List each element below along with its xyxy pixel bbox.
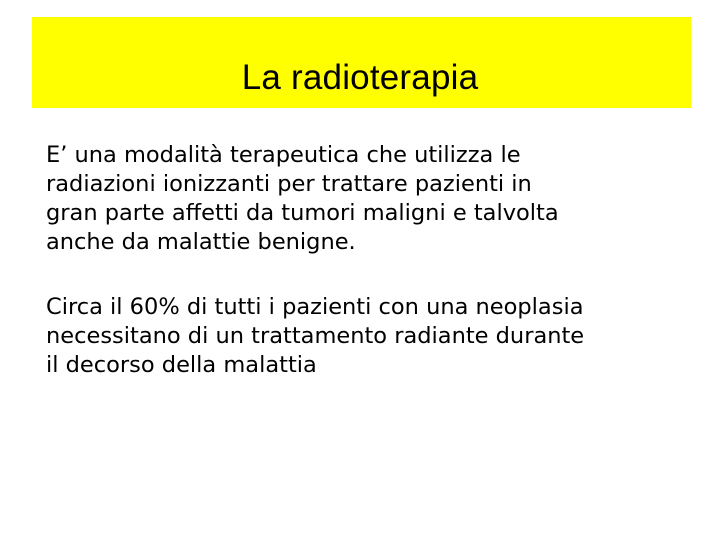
paragraph-line: E’ una modalità terapeutica che utilizza le bbox=[46, 142, 521, 168]
paragraph-statistic bbox=[46, 293, 696, 380]
slide-title: La radioterapia bbox=[241, 58, 479, 97]
paragraph-line: radiazioni ionizzanti per trattare pazienti in bbox=[46, 171, 532, 197]
paragraph-line: il decorso della malattia bbox=[46, 352, 317, 378]
paragraph-line: necessitano di un trattamento radiante durante bbox=[46, 323, 585, 349]
paragraph-line: anche da malattie benigne. bbox=[46, 229, 356, 255]
paragraph-line: gran parte affetti da tumori maligni e talvolta bbox=[46, 200, 559, 226]
paragraph-line: Circa il 60% di tutti i pazienti con una neoplasia bbox=[46, 294, 584, 320]
paragraph-definition bbox=[46, 141, 696, 257]
